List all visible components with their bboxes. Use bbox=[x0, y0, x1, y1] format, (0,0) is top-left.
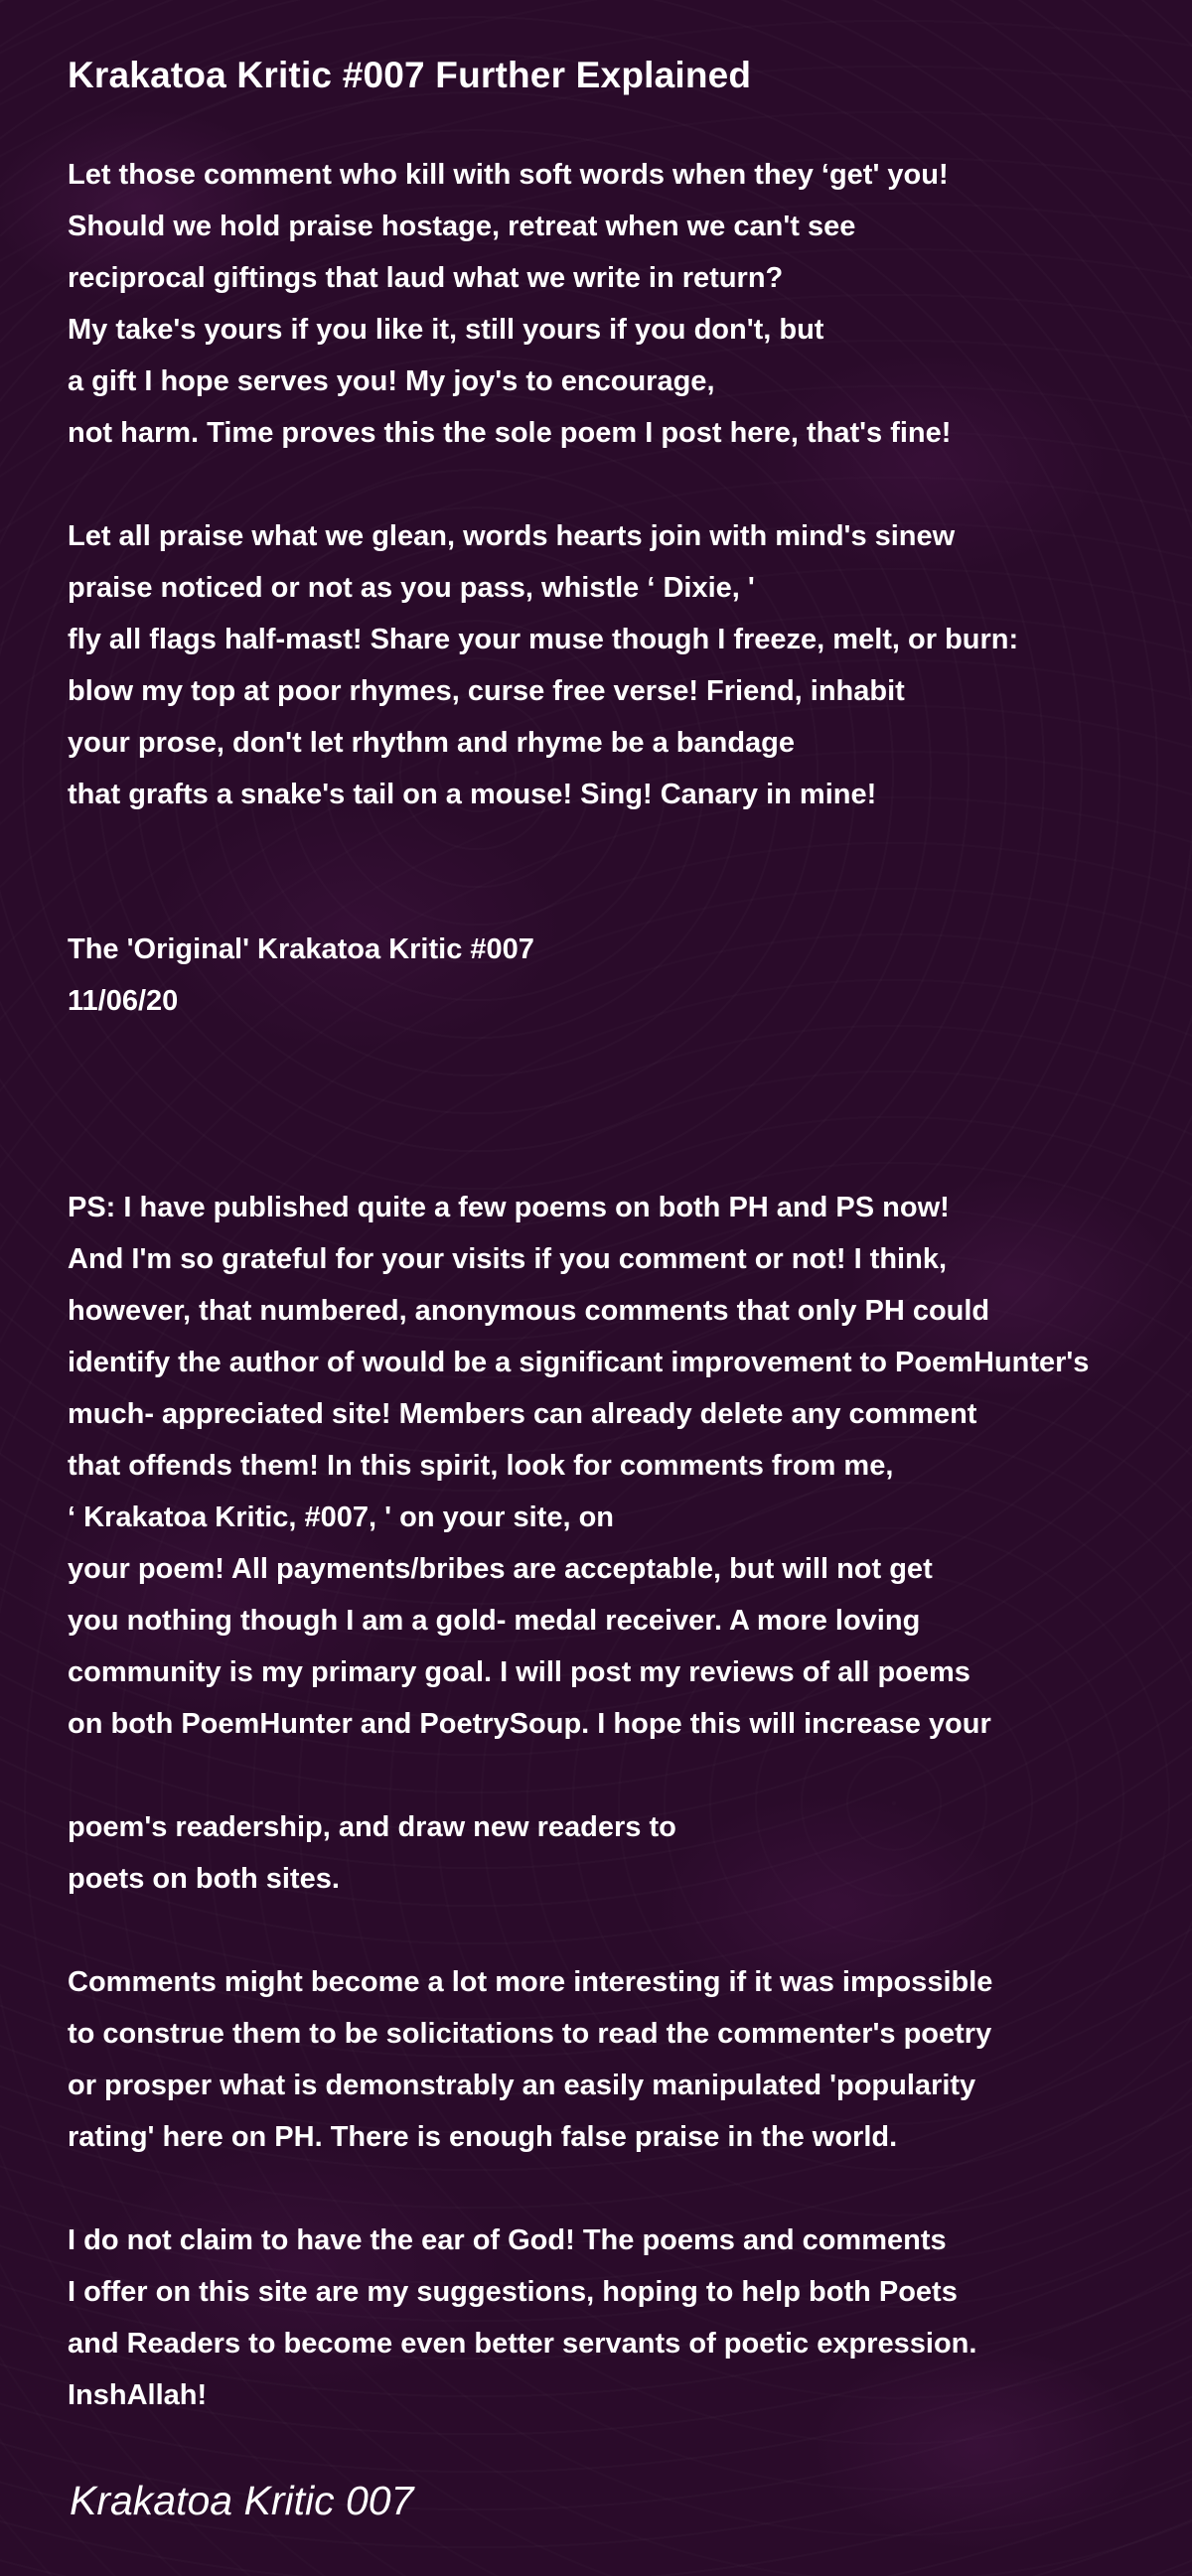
poem-line: your poem! All payments/bribes are acceptable, but will not get bbox=[68, 1553, 933, 1585]
poem-line: or prosper what is demonstrably an easily manipulated 'popularity bbox=[68, 2070, 976, 2101]
poem-line: that grafts a snake's tail on a mouse! Sing! Canary in mine! bbox=[68, 779, 877, 810]
poem-body bbox=[68, 149, 1192, 2421]
poem-blank-line bbox=[68, 459, 1192, 510]
poem-line: reciprocal giftings that laud what we write in return? bbox=[68, 262, 784, 294]
poem-blank-line bbox=[68, 1078, 1192, 1130]
poem-line: Comments might become a lot more interesting if it was impossible bbox=[68, 1966, 993, 1998]
poem-line: PS: I have published quite a few poems on both PH and PS now! bbox=[68, 1192, 950, 1223]
poem-line: poets on both sites. bbox=[68, 1863, 340, 1895]
poem-line: I offer on this site are my suggestions, hoping to help both Poets bbox=[68, 2276, 958, 2308]
poem-line: a gift I hope serves you! My joy's to encourage, bbox=[68, 365, 715, 397]
poem-blank-line bbox=[68, 1905, 1192, 1956]
poem-line: on both PoemHunter and PoetrySoup. I hope this will increase your bbox=[68, 1708, 991, 1740]
poem-line: identify the author of would be a significant improvement to PoemHunter's bbox=[68, 1347, 1090, 1378]
poem-blank-line bbox=[68, 1027, 1192, 1078]
poem-line: I do not claim to have the ear of God! The poems and comments bbox=[68, 2224, 947, 2256]
poem-line: Should we hold praise hostage, retreat when we can't see bbox=[68, 211, 856, 242]
poem-line: rating' here on PH. There is enough false praise in the world. bbox=[68, 2121, 898, 2153]
poem-line: praise noticed or not as you pass, whistle ‘ Dixie, ' bbox=[68, 572, 755, 604]
poem-blank-line bbox=[68, 2163, 1192, 2215]
poem-line: to construe them to be solicitations to read the commenter's poetry bbox=[68, 2018, 992, 2050]
poem-blank-line bbox=[68, 1750, 1192, 1801]
poem-title: Krakatoa Kritic #007 Further Explained bbox=[68, 55, 752, 95]
poem-line: and Readers to become even better servants of poetic expression. bbox=[68, 2328, 977, 2360]
poem-line: The 'Original' Krakatoa Kritic #007 bbox=[68, 933, 534, 965]
poem-line: My take's yours if you like it, still yours if you don't, but bbox=[68, 314, 824, 346]
poem-line: Let all praise what we glean, words hearts join with mind's sinew bbox=[68, 520, 956, 552]
poem-line: poem's readership, and draw new readers to bbox=[68, 1811, 676, 1843]
poem-line: InshAllah! bbox=[68, 2379, 208, 2411]
poem-line: 11/06/20 bbox=[68, 985, 179, 1017]
poem-blank-line bbox=[68, 1130, 1192, 1182]
poem-container bbox=[68, 52, 1192, 2421]
poem-blank-line bbox=[68, 872, 1192, 924]
poem-line: not harm. Time proves this the sole poem I post here, that's fine! bbox=[68, 417, 952, 449]
poem-line: you nothing though I am a gold- medal receiver. A more loving bbox=[68, 1605, 921, 1637]
poem-line: much- appreciated site! Members can already delete any comment bbox=[68, 1398, 977, 1430]
poem-line: fly all flags half-mast! Share your muse though I freeze, melt, or burn: bbox=[68, 624, 1019, 655]
poem-line: however, that numbered, anonymous comments that only PH could bbox=[68, 1295, 990, 1327]
poem-line: And I'm so grateful for your visits if you comment or not! I think, bbox=[68, 1243, 948, 1275]
poem-line: community is my primary goal. I will post my reviews of all poems bbox=[68, 1656, 970, 1688]
poem-blank-line bbox=[68, 820, 1192, 872]
poem-line: Let those comment who kill with soft words when they ‘get' you! bbox=[68, 159, 949, 191]
poem-line: ‘ Krakatoa Kritic, #007, ' on your site, on bbox=[68, 1502, 615, 1533]
poem-line: that offends them! In this spirit, look for comments from me, bbox=[68, 1450, 894, 1482]
poem-author: Krakatoa Kritic 007 bbox=[70, 2478, 414, 2523]
poem-line: your prose, don't let rhythm and rhyme be a bandage bbox=[68, 727, 796, 759]
poem-line: blow my top at poor rhymes, curse free verse! Friend, inhabit bbox=[68, 675, 905, 707]
